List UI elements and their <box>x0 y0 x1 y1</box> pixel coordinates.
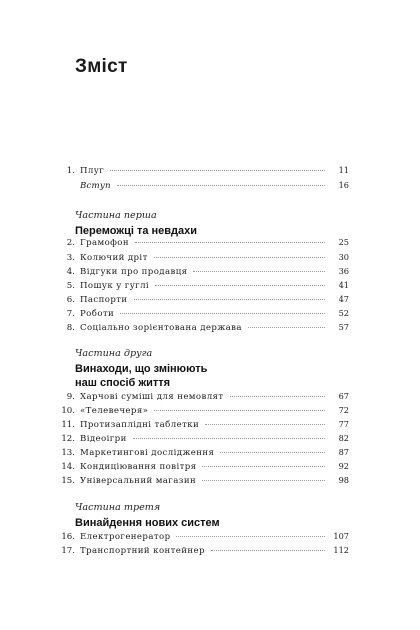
chapter-title: Відеоігри <box>80 434 127 444</box>
dot-leader <box>154 410 325 411</box>
dot-leader <box>205 424 325 425</box>
dot-leader <box>202 480 325 481</box>
part-two-title-line1: Винаходи, що змінюють <box>75 363 208 375</box>
page-number: 112 <box>333 545 349 555</box>
toc-row[interactable] <box>49 475 349 489</box>
toc-row[interactable] <box>49 308 349 322</box>
dot-leader <box>155 285 325 286</box>
chapter-title: Харчові суміші для немовлят <box>80 392 224 402</box>
page-number: 52 <box>338 308 349 318</box>
chapter-number: 4. <box>66 267 75 277</box>
chapter-title: Протизаплідні таблетки <box>80 420 200 430</box>
toc-row[interactable] <box>49 545 349 559</box>
chapter-number: 10. <box>61 406 75 416</box>
dot-leader <box>220 452 325 453</box>
chapter-number: 5. <box>66 281 75 291</box>
page-number: 77 <box>338 419 349 429</box>
toc-row[interactable] <box>49 531 349 545</box>
dot-leader <box>154 257 325 258</box>
part-one-label: Частина перша <box>75 210 157 221</box>
chapter-title: Соціально зорієнтована держава <box>80 323 242 333</box>
chapter-number: 3. <box>66 253 75 263</box>
chapter-number: 2. <box>66 238 75 248</box>
chapter-number: 9. <box>66 392 75 402</box>
dot-leader <box>133 438 325 439</box>
dot-leader <box>134 299 325 300</box>
toc-row[interactable] <box>49 322 349 336</box>
toc-row-plough[interactable] <box>49 165 349 179</box>
dot-leader <box>110 170 325 171</box>
toc-row-intro[interactable] <box>49 180 349 194</box>
dot-leader <box>120 313 325 314</box>
chapter-title: Електрогенератор <box>80 532 171 542</box>
page-title: Зміст <box>75 56 128 77</box>
toc-row[interactable] <box>49 419 349 433</box>
chapter-title: Відгуки про продавця <box>80 267 188 277</box>
page-number: 11 <box>338 165 349 175</box>
dot-leader <box>202 466 325 467</box>
page-number: 87 <box>338 447 349 457</box>
page-number: 30 <box>338 252 349 262</box>
chapter-number: 17. <box>61 546 75 556</box>
dot-leader <box>211 550 325 551</box>
part-one-title: Переможці та невдахи <box>75 225 198 237</box>
chapter-number: 13. <box>61 448 75 458</box>
chapter-number: 12. <box>61 434 75 444</box>
page-number: 41 <box>338 280 349 290</box>
chapter-number: 16. <box>61 532 75 542</box>
dot-leader <box>248 327 325 328</box>
toc-row[interactable] <box>49 280 349 294</box>
part-three-label: Частина третя <box>75 502 161 513</box>
toc-row[interactable] <box>49 433 349 447</box>
page-number: 16 <box>338 180 349 190</box>
chapter-number: 8. <box>66 323 75 333</box>
page-number: 57 <box>338 322 349 332</box>
toc-row[interactable] <box>49 252 349 266</box>
page-number: 47 <box>338 294 349 304</box>
chapter-title: Універсальний магазин <box>80 476 197 486</box>
dot-leader <box>176 536 325 537</box>
page-number: 67 <box>338 391 349 401</box>
chapter-title: Грамофон <box>80 238 130 248</box>
chapter-number: 14. <box>61 462 75 472</box>
dot-leader <box>230 396 325 397</box>
page-number: 98 <box>338 475 349 485</box>
chapter-title: Пошук у гуглі <box>80 281 150 291</box>
toc-row[interactable] <box>49 447 349 461</box>
part-two-title-line2: наш спосіб життя <box>75 377 171 389</box>
toc-row[interactable] <box>49 237 349 251</box>
dot-leader <box>135 242 325 243</box>
page-number: 82 <box>338 433 349 443</box>
page-number: 72 <box>338 405 349 415</box>
chapter-number: 11. <box>61 420 75 430</box>
chapter-number: 7. <box>66 309 75 319</box>
part-three-title: Винайдення нових систем <box>75 517 220 529</box>
toc-row[interactable] <box>49 391 349 405</box>
chapter-title: Кондиціювання повітря <box>80 462 197 472</box>
page-number: 25 <box>338 237 349 247</box>
toc-row[interactable] <box>49 294 349 308</box>
toc-row[interactable] <box>49 266 349 280</box>
toc-row[interactable] <box>49 405 349 419</box>
chapter-title: Роботи <box>80 309 115 319</box>
toc-row[interactable] <box>49 461 349 475</box>
chapter-number: 1. <box>66 166 75 176</box>
chapter-number: 15. <box>61 476 75 486</box>
dot-leader <box>193 271 325 272</box>
chapter-title: Маркетингові дослідження <box>80 448 215 458</box>
page-number: 36 <box>338 266 349 276</box>
chapter-title: Плуг <box>80 166 105 176</box>
chapter-number: 6. <box>66 295 75 305</box>
chapter-title: «Телевечеря» <box>80 406 149 416</box>
dot-leader <box>117 185 325 186</box>
page-number: 107 <box>333 531 349 541</box>
chapter-title: Колючий дріт <box>80 253 148 263</box>
chapter-title: Паспорти <box>80 295 128 305</box>
chapter-title: Вступ <box>80 181 111 191</box>
part-two-label: Частина друга <box>75 348 153 359</box>
chapter-title: Транспортний контейнер <box>80 546 205 556</box>
page-number: 92 <box>338 461 349 471</box>
